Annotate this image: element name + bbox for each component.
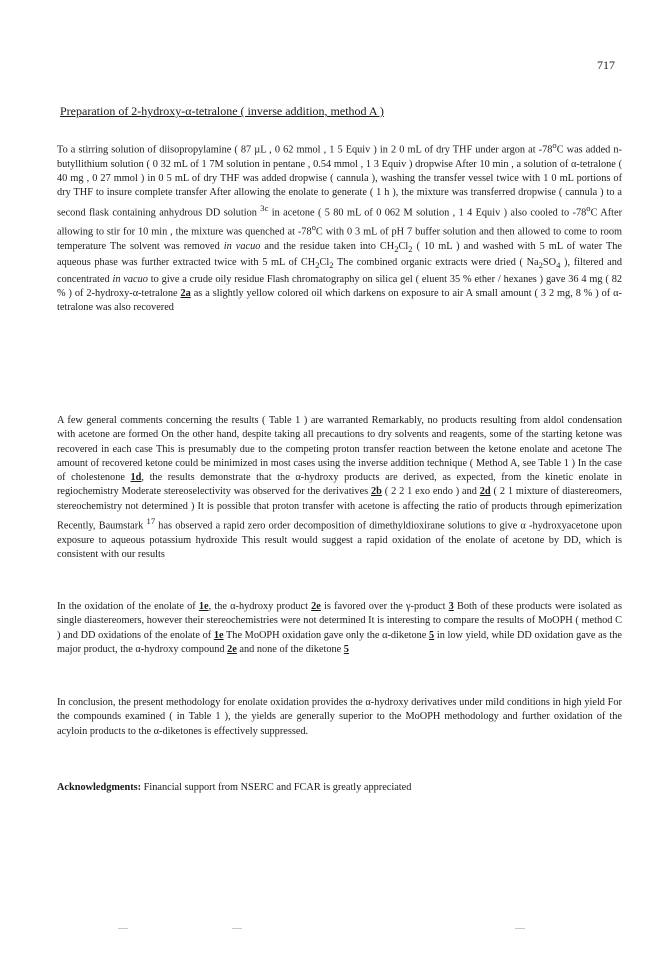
scan-mark (232, 928, 242, 929)
text-run: C was added n-butyllithium solution ( 0 32 mL of 1 7M solution in pentane , 0.54 mmol , 1 3 Equiv ) dropwise After 10 min , a solution of α-tetralone ( 40 mg , 0 27 mmol ) in 0 5 mL of dry THF was added dropwise ( cannula ), washing the transfer vessel twice with 1 0 mL portions of dry THF to insure complete transfer After allowing the enolate to generate ( 1 h ), the mixture was transferred dropwise ( cannula ) to a second flask containing anhydrous DD solution (57, 144, 622, 219)
compound-label: 2b (371, 486, 382, 498)
compound-label: 3 (448, 601, 454, 612)
section-heading: Preparation of 2-hydroxy-α-tetralone ( inverse addition, method A ) (60, 104, 384, 118)
text-run: and the residue taken into CH (260, 241, 395, 253)
superscript: 3c (260, 202, 269, 213)
text-run: ( 2 1 mixture of diastereomers, stereochemistry not determined ) It is possible that proton transfer with acetone is affecting the ratio of products through epimerization Recently, Baumstark (57, 486, 622, 532)
subscript: 2 (408, 244, 413, 255)
paragraph-experimental (57, 138, 622, 316)
compound-label: 2a (180, 288, 191, 300)
text-run: , the α-hydroxy product (208, 601, 312, 612)
paragraph-conclusion (57, 696, 622, 739)
text-run: ( 2 2 1 exo endo ) and (381, 486, 480, 498)
paragraph-general-comments (57, 414, 622, 562)
text-run: Cl (319, 257, 330, 269)
compound-label: 5 (343, 643, 349, 655)
scan-mark (515, 928, 525, 929)
compound-label: 5 (429, 629, 435, 641)
compound-label: 1e (198, 601, 209, 612)
superscript: o (552, 140, 557, 150)
text-run: ), filtered and concentrated (57, 257, 622, 285)
compound-label: 2d (479, 486, 491, 498)
text-run: , the results demonstrate that the α-hydroxy products are derived, as expected, from the kinetic enolate in regiochemistry Moderate stereoselectivity was observed for the derivatives (57, 472, 622, 498)
italic-text: in vacuo (112, 273, 148, 285)
scan-mark (118, 928, 128, 929)
subscript: 4 (556, 260, 561, 271)
text-run: Both of these products were isolated as single diastereomers, however their stereochemistries were not determined It is interesting to compare the results of MoOPH ( method C ) and DD oxidations of the enolate of (57, 601, 622, 641)
superscript: 17 (146, 516, 156, 527)
text-run: C with 0 3 mL of pH 7 buffer solution and then allowed to come to room temperature The solvent was removed (57, 226, 622, 253)
text-run: is favored over the γ-product (320, 601, 449, 612)
italic-text: in vacuo (223, 241, 261, 253)
text-run: in low yield, while DD oxidation gave as the major product, the α-hydroxy compound (57, 629, 622, 655)
text-run: To a stirring solution of diisopropylamine ( 87 µL , 0 62 mmol , 1 5 Equiv ) in 2 0 mL of dry THF under argon at -78 (57, 144, 553, 156)
page-number: 717 (597, 58, 615, 72)
superscript: o (586, 202, 591, 213)
text-run: The combined organic extracts were dried ( Na (333, 257, 539, 269)
text-run: ( 10 mL ) and washed with 5 mL of water The aqueous phase was further extracted twice with 5 mL of CH (57, 241, 622, 269)
text-run: In the oxidation of the enolate of (57, 601, 199, 612)
text-run: in acetone ( 5 80 mL of 0 062 M solution , 1 4 Equiv ) also cooled to -78 (268, 207, 587, 219)
text-run: to give a crude oily residue Flash chromatography on silica gel ( eluent 35 % ether / hexanes ) gave 36 4 mg ( 82 % ) of 2-hydroxy-α-tetralone (57, 273, 623, 300)
text-run: C After allowing to stir for 10 min , the mixture was quenched at -78 (57, 207, 622, 238)
compound-label: 1e (213, 629, 224, 641)
subscript: 2 (394, 244, 399, 255)
acknowledgments-label: Acknowledgments: (57, 782, 142, 793)
text-run: In conclusion, the present methodology for enolate oxidation provides the α-hydroxy derivatives under mild conditions in high yield For the compounds examined ( in Table 1 ), the yields are generally superior to the MoOPH methodology and further oxidation of the acyloin products to the α-diketones is effectively suppressed. (57, 697, 622, 737)
subscript: 2 (329, 260, 334, 271)
compound-label: 2e (227, 643, 237, 655)
subscript: 2 (315, 260, 320, 271)
superscript: o (311, 222, 316, 233)
text-run: as a slightly yellow colored oil which darkens on exposure to air A small amount ( 3 2 mg, 8 % ) of α-tetralone was also recovered (57, 288, 622, 314)
subscript: 2 (538, 260, 543, 271)
text-run: and none of the diketone (236, 643, 344, 655)
compound-label: 1d (130, 472, 142, 484)
text-run: SO (542, 257, 557, 269)
acknowledgments (57, 781, 622, 795)
text-run: has observed a rapid zero order decomposition of dimethyldioxirane solutions to give α -hydroxyacetone upon exposure to aqueous potassium hydroxide This result would suggest a rapid oxidation of the enolate of acetone by DD, which is consistent with our results (57, 520, 623, 561)
paragraph-oxidation-1e (57, 600, 622, 657)
acknowledgments-text: Financial support from NSERC and FCAR is greatly appreciated (141, 782, 412, 793)
text-run: A few general comments concerning the results ( Table 1 ) are warranted Remarkably, no products resulting from aldol condensation with acetone are formed On the other hand, despite taking all precautions to dry solvents and reagents, some of the starting ketone was recovered in each case This is presumably due to the competing proton transfer reaction between the ketone enolate and acetone The amount of recovered ketone could be minimized in most cases using the inverse addition technique ( Method A, see Table 1 ) In the case of cholestenone (57, 415, 622, 484)
compound-label: 2e (311, 601, 321, 612)
text-run: Cl (398, 241, 409, 253)
text-run: The MoOPH oxidation gave only the α-diketone (223, 629, 430, 641)
